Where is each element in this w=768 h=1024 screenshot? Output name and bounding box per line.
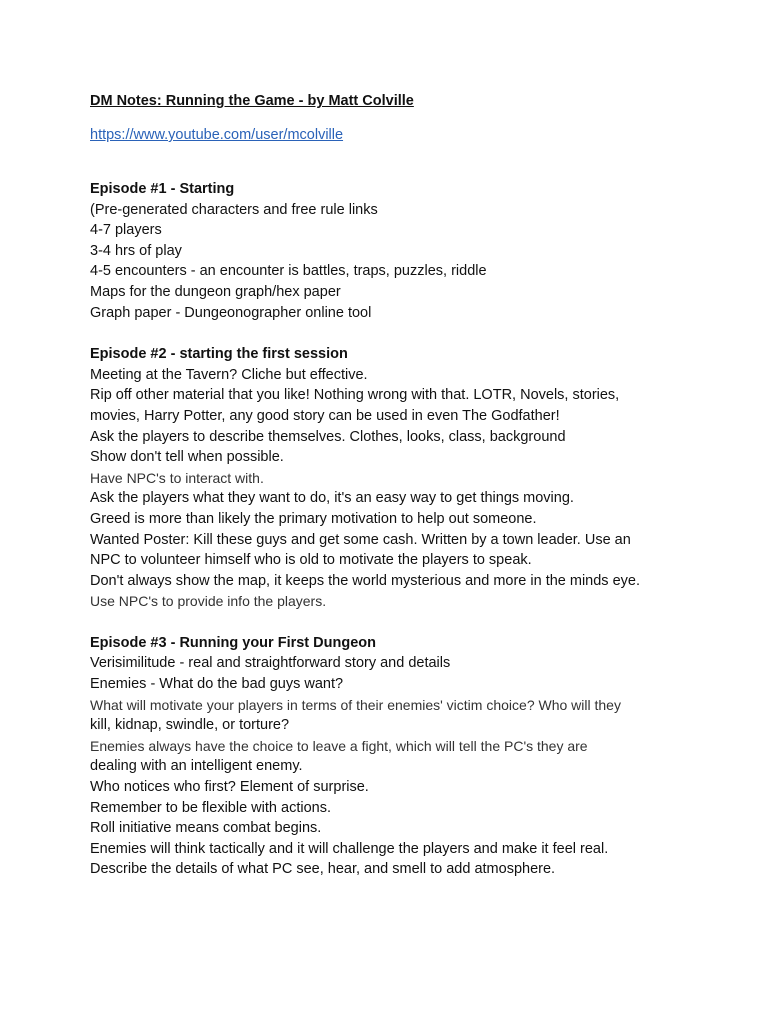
section-episode-2 — [90, 344, 730, 612]
text-line: What will motivate your players in terms of their enemies' victim choice? Who will they — [90, 696, 621, 713]
text-line: Ask the players to describe themselves. Clothes, looks, class, background — [90, 428, 566, 445]
text-line: Remember to be flexible with actions. — [90, 799, 331, 816]
text-line: Who notices who first? Element of surprise. — [90, 779, 369, 796]
section-heading: Episode #3 - Running your First Dungeon — [90, 634, 376, 651]
text-line: Maps for the dungeon graph/hex paper — [90, 283, 341, 300]
section-episode-1 — [90, 179, 730, 323]
text-line: 4-7 players — [90, 222, 162, 239]
section-lines — [90, 653, 730, 880]
youtube-link[interactable]: https://www.youtube.com/user/mcolville — [90, 127, 344, 143]
text-line: Enemies will think tactically and it will challenge the players and make it feel real. — [90, 840, 609, 857]
text-line: Have NPC's to interact with. — [90, 469, 264, 486]
text-line: Enemies always have the choice to leave a fight, which will tell the PC's they are — [90, 737, 588, 754]
text-line: Rip off other material that you like! Nothing wrong with that. LOTR, Novels, stories, — [90, 387, 620, 404]
text-line: NPC to volunteer himself who is old to motivate the players to speak. — [90, 552, 532, 569]
text-line: Show don't tell when possible. — [90, 449, 284, 466]
section-episode-3 — [90, 633, 730, 880]
section-lines — [90, 200, 730, 324]
text-line: Don't always show the map, it keeps the world mysterious and more in the minds eye. — [90, 572, 640, 589]
text-line: Ask the players what they want to do, it's an easy way to get things moving. — [90, 490, 574, 507]
text-line: Wanted Poster: Kill these guys and get some cash. Written by a town leader. Use an — [90, 531, 631, 548]
text-line: dealing with an intelligent enemy. — [90, 758, 303, 775]
document-title: DM Notes: Running the Game - by Matt Colville — [90, 93, 414, 109]
section-heading: Episode #2 - starting the first session — [90, 346, 348, 363]
section-heading: Episode #1 - Starting — [90, 181, 235, 197]
text-line: Greed is more than likely the primary motivation to help out someone. — [90, 510, 537, 527]
document-page — [90, 91, 730, 880]
section-lines — [90, 365, 730, 612]
text-line: Verisimilitude - real and straightforward story and details — [90, 655, 451, 672]
text-line: Roll initiative means combat begins. — [90, 820, 322, 837]
text-line: Graph paper - Dungeonographer online tool — [90, 304, 372, 321]
text-line: 4-5 encounters - an encounter is battles, traps, puzzles, riddle — [90, 263, 487, 280]
text-line: Enemies - What do the bad guys want? — [90, 676, 344, 693]
text-line: kill, kidnap, swindle, or torture? — [90, 717, 290, 734]
text-line: 3-4 hrs of play — [90, 242, 182, 259]
text-line: Meeting at the Tavern? Cliche but effective. — [90, 366, 368, 383]
text-line: movies, Harry Potter, any good story can be used in even The Godfather! — [90, 407, 560, 424]
text-line: (Pre-generated characters and free rule links — [90, 201, 378, 218]
text-line: Use NPC's to provide info the players. — [90, 593, 327, 610]
text-line: Describe the details of what PC see, hear, and smell to add atmosphere. — [90, 861, 556, 878]
